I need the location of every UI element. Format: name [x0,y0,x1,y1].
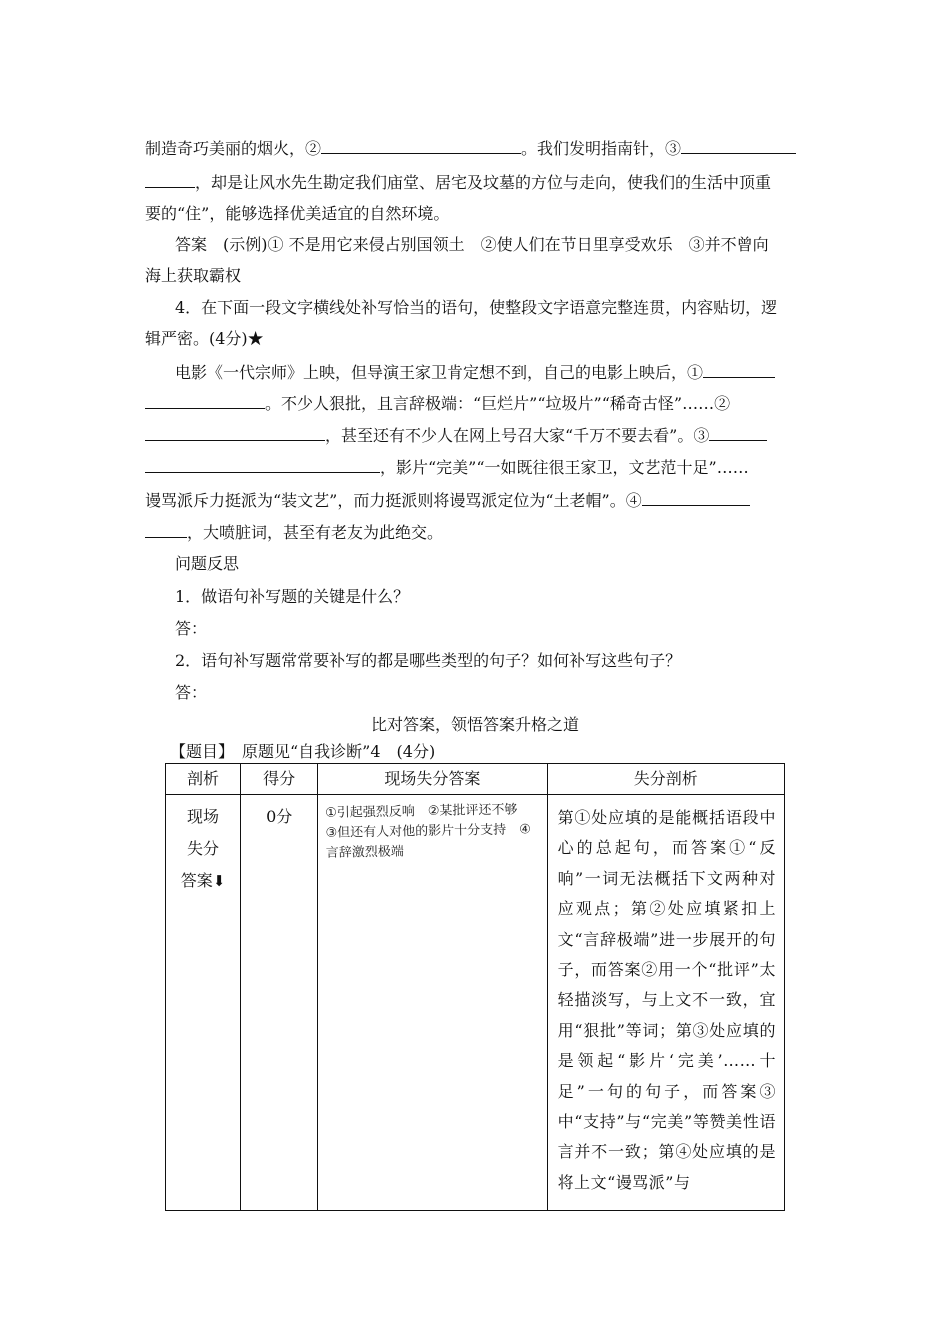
header-cell: 剖析 [166,764,241,795]
answer-line: 海上获取霸权 [145,266,242,285]
text-line [175,361,775,384]
section-title: 比对答案，领悟答案升格之道 [370,715,579,734]
score-cell: 0分 [241,795,318,1211]
blank-line [145,392,265,409]
text-line [145,171,771,194]
text-line [145,489,750,512]
blank-line [321,137,521,154]
question-4: 4．在下面一段文字横线处补写恰当的语句，使整段文字语意完整连贯，内容贴切，逻 [175,298,778,317]
text-span: 。我们发明指南针，③ [521,139,682,158]
blank-line [681,137,796,154]
table-header-row [166,764,785,795]
topic-line: 【题目】 原题见“自我诊断”4 (4分) [170,742,436,761]
text-line [145,392,730,415]
text-span: ，大喷脏词，甚至有老友为此绝交。 [187,523,444,542]
header-cell: 失分剖析 [547,764,784,795]
blank-line [145,171,195,188]
table-row [166,795,785,1211]
blank-line [703,361,775,378]
handwritten-answer-cell: ①引起强烈反响 ②某批评还不够 ③但还有人对他的影片十分支持 ④言辞激烈极端 [314,793,551,1213]
text-span: 电影《一代宗师》上映，但导演王家卫肯定想不到，自己的电影上映后，① [175,363,704,382]
side-label-text: 答案 [180,871,213,890]
text-line [145,137,796,160]
down-arrow-icon: ⬇ [212,872,226,890]
blank-line [145,456,380,473]
reflection-a2: 答： [175,683,208,702]
header-cell: 得分 [241,764,318,795]
blank-line [145,424,325,441]
text-span: ，甚至还有不少人在网上号召大家“千万不要去看”。③ [325,426,710,445]
side-label: 现场 [187,807,220,826]
text-line [145,456,749,479]
blank-line [145,521,187,538]
text-span: 制造奇巧美丽的烟火，② [145,139,322,158]
reflection-heading: 问题反思 [175,554,240,573]
side-label-cell [166,795,241,1211]
reflection-q1: 1．做语句补写题的关键是什么？ [175,587,410,606]
side-label [166,865,240,897]
question-4-cont: 辑严密。(4分)★ [145,329,264,348]
text-span: 谩骂派斥力挺派为“装文艺”，而力挺派则将谩骂派定位为“土老帽”。④ [145,491,642,510]
blank-line [709,424,767,441]
text-span: 。不少人狠批，且言辞极端：“巨烂片”“垃圾片”“稀奇古怪”……② [265,394,731,413]
blank-line [642,489,750,506]
analysis-table [165,763,785,1211]
text-span: ，影片“完美”“一如既往很王家卫，文艺范十足”…… [380,458,749,477]
text-line [145,521,443,544]
header-cell: 现场失分答案 [318,764,547,795]
analysis-cell: 第①处应填的是能概括语段中心的总起句，而答案①“反响”一词无法概括下文两种对应观点；第②处应填紧扣上文“言辞极端”进一步展开的句子，而答案②用一个“批评”太轻描淡写，与上文不一致，宜用“狠批”等词；第③处应填的是领起“影片‘完美’……十足”一句的句子，而答案③中“支持”与“完美”等赞美性语言并不一致；第④处应填的是将上文“谩骂派”与 [547,795,784,1211]
text-line [145,424,767,447]
text-span: ，却是让风水先生勘定我们庙堂、居宅及坟墓的方位与走向，使我们的生活中顶重 [195,173,772,192]
text-line: 要的“住”，能够选择优美适宜的自然环境。 [145,204,450,223]
reflection-a1: 答： [175,619,208,638]
reflection-q2: 2．语句补写题常常要补写的都是哪些类型的句子？如何补写这些句子？ [175,651,682,670]
side-label: 失分 [187,839,220,858]
answer-line: 答案 (示例)① 不是用它来侵占别国领土 ②使人们在节日里享受欢乐 ③并不曾向 [175,235,769,254]
